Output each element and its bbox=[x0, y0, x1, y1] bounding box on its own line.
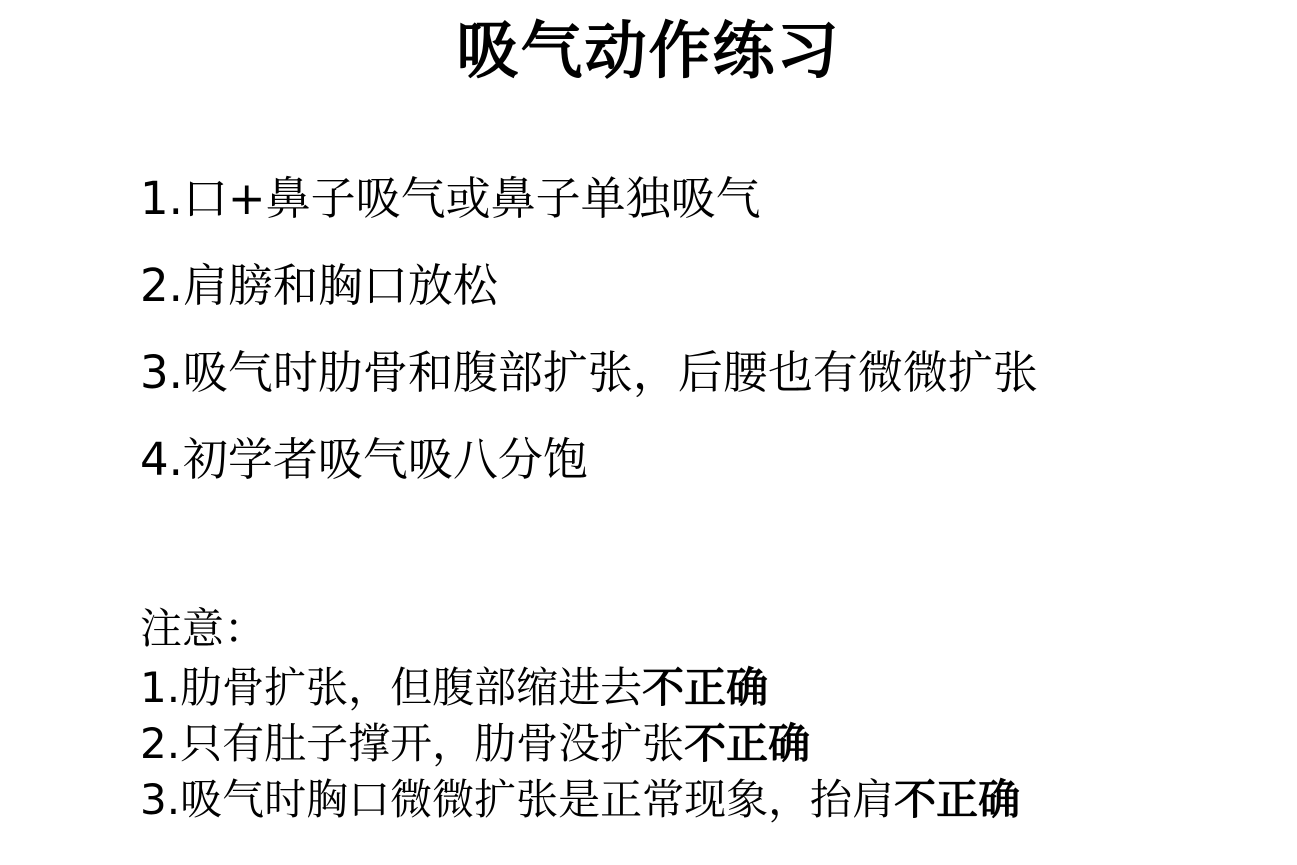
note-text: 2.只有肚子撑开，肋骨没扩张 bbox=[140, 719, 685, 769]
list-item: 3.吸气时肋骨和腹部扩张，后腰也有微微扩张 bbox=[140, 346, 1038, 399]
list-item bbox=[140, 716, 1267, 772]
note-text: 3.吸气时胸口微微扩张是正常现象，抬肩 bbox=[140, 774, 895, 824]
notes-heading: 注意： bbox=[140, 604, 267, 653]
notes-section bbox=[140, 606, 1267, 828]
note-text: 1.肋骨扩张，但腹部缩进去 bbox=[140, 663, 643, 713]
note-emphasis: 不正确 bbox=[642, 663, 769, 713]
slide-canvas bbox=[0, 8, 1297, 865]
note-emphasis: 不正确 bbox=[684, 719, 811, 769]
list-item: 4.初学者吸气吸八分饱 bbox=[140, 433, 588, 486]
list-item bbox=[140, 772, 1267, 828]
steps-list bbox=[140, 172, 1257, 524]
list-item bbox=[140, 660, 1267, 716]
list-item: 2.肩膀和胸口放松 bbox=[140, 259, 498, 312]
notes-list bbox=[140, 660, 1267, 828]
page-title: 吸气动作练习 bbox=[456, 14, 841, 87]
list-item: 1.口+鼻子吸气或鼻子单独吸气 bbox=[140, 172, 761, 225]
note-emphasis: 不正确 bbox=[894, 774, 1021, 824]
